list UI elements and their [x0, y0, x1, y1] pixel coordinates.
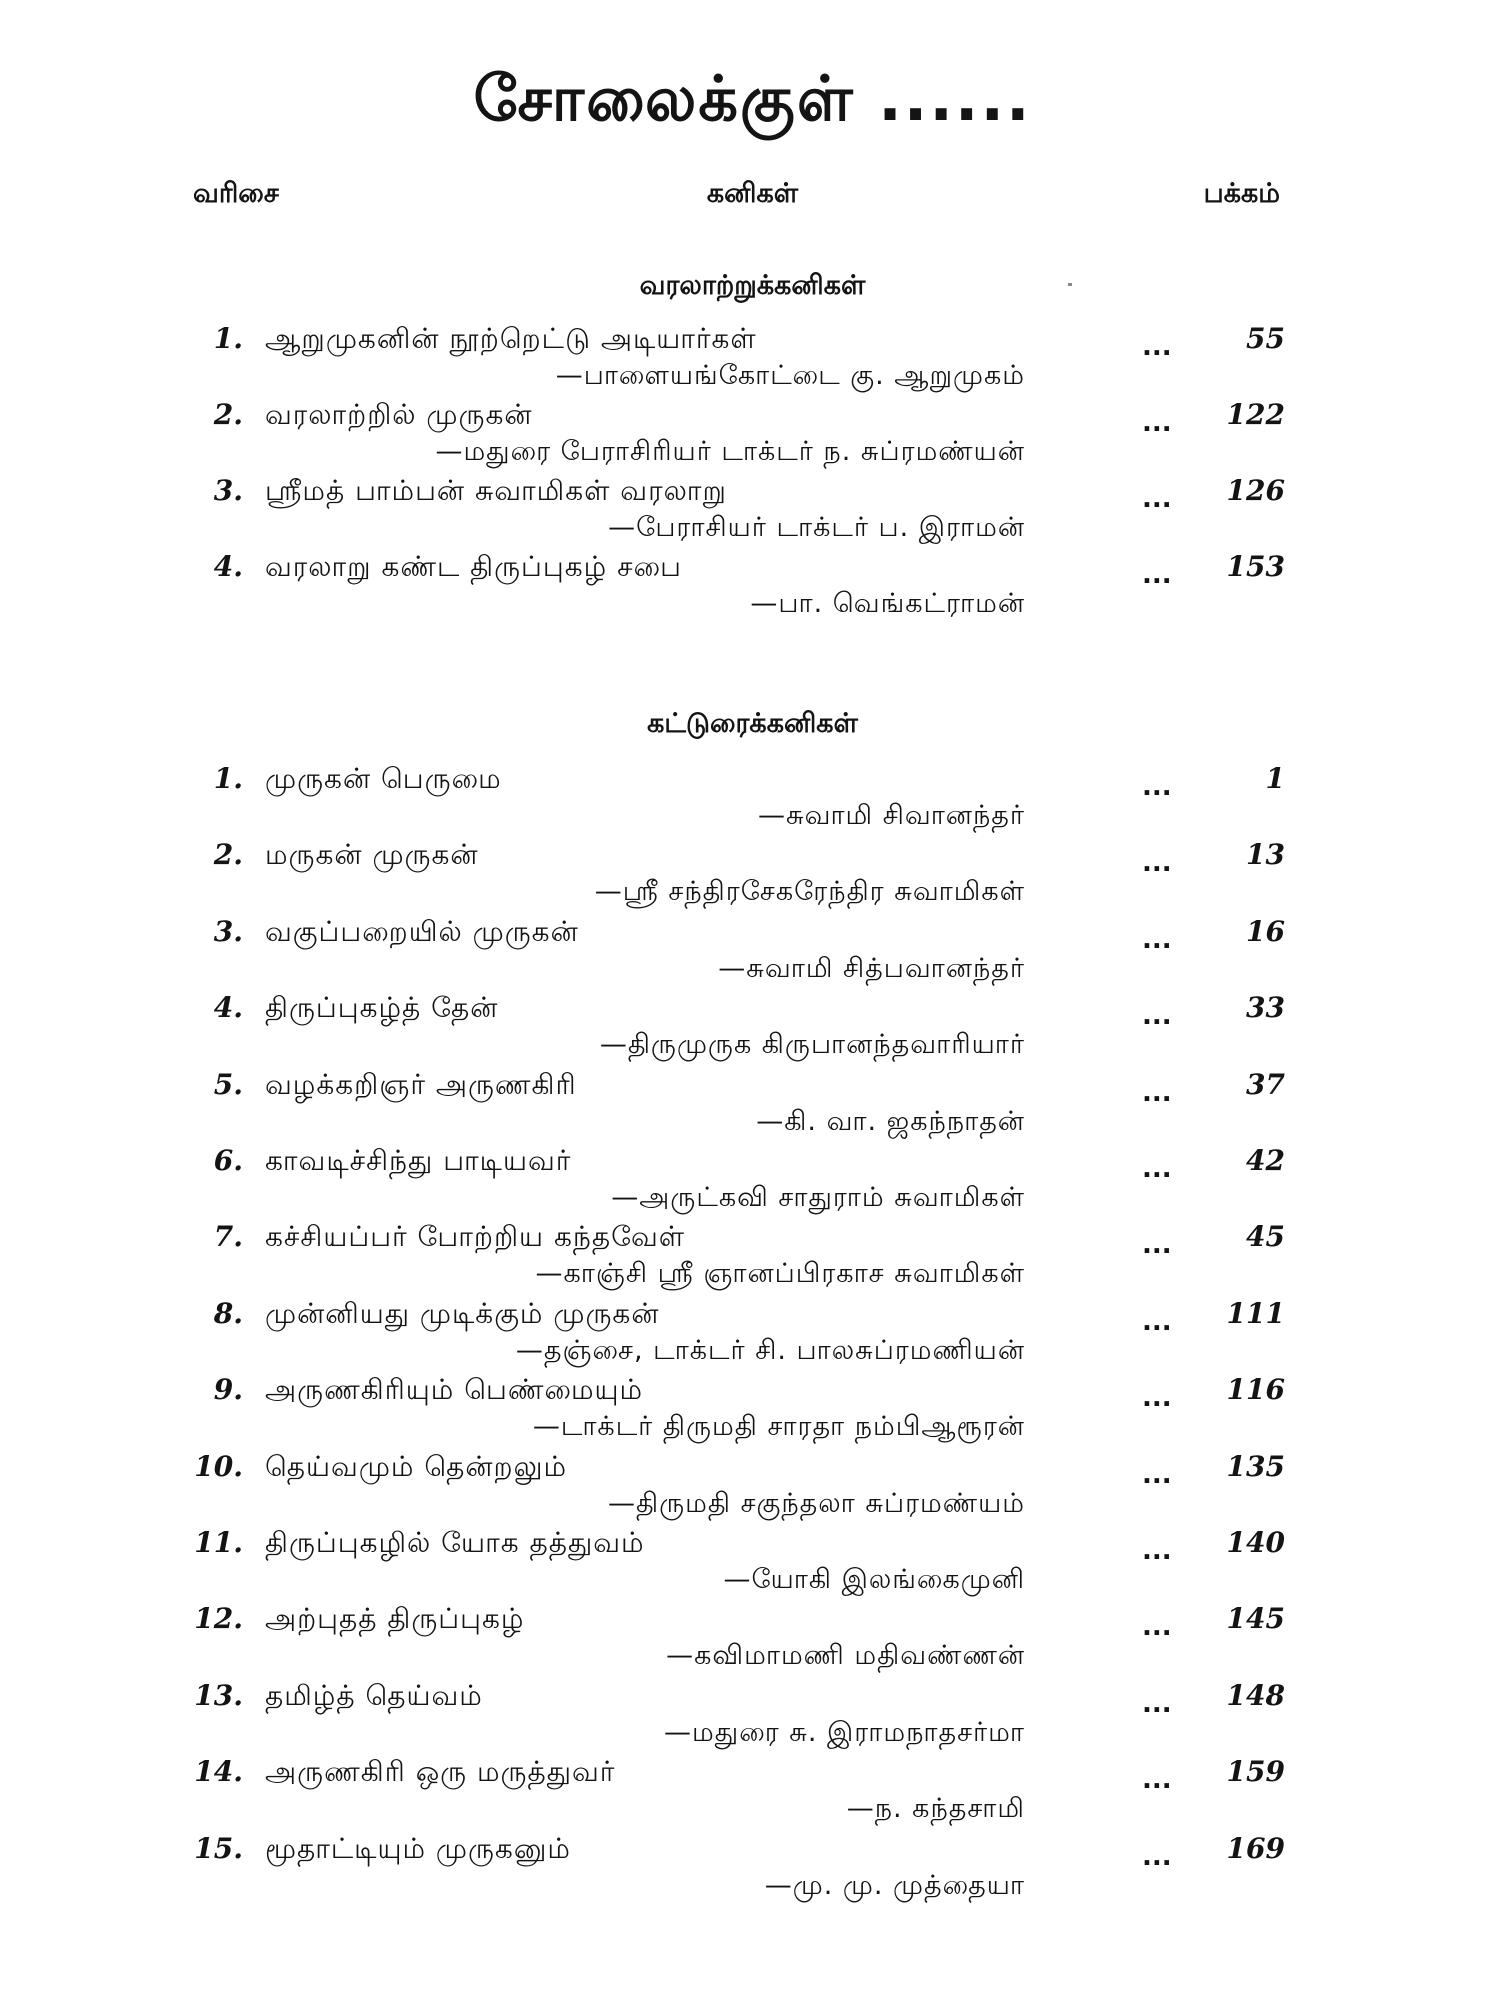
entry-author: —பா. வெங்கட்ராமன் [750, 588, 1025, 619]
entry-leader-dots: ... [1142, 1001, 1172, 1032]
entry-leader-dots: ... [1142, 560, 1172, 590]
entry-leader-dots: ... [1142, 1230, 1172, 1261]
items-column-header: கனிகள் [706, 178, 799, 209]
contents-entry [0, 1297, 1505, 1373]
entry-title: கச்சியப்பர் போற்றிய கந்தவேள் [265, 1220, 686, 1254]
entry-author: —பேராசியர் டாக்டர் ப. இராமன் [608, 512, 1025, 543]
page-column-header: பக்கம் [1203, 178, 1280, 209]
entry-number: 8. [213, 1296, 243, 1330]
entry-author: —கி. வா. ஜகந்நாதன் [756, 1105, 1025, 1137]
entry-author: —சுவாமி சித்பவானந்தர் [718, 952, 1025, 984]
contents-entry [0, 1450, 1505, 1526]
contents-entry [0, 474, 1505, 550]
entry-title: மருகன் முருகன் [265, 838, 479, 872]
entry-page-number: 169 [1226, 1831, 1285, 1865]
entry-title: வழக்கறிஞர் அருணகிரி [265, 1067, 577, 1101]
entry-leader-dots: ... [1142, 1841, 1172, 1872]
serial-column-header: வரிசை [193, 178, 279, 209]
entry-title: வரலாறு கண்ட திருப்புகழ் சபை [265, 550, 682, 583]
entry-page-number: 45 [1246, 1220, 1285, 1254]
entry-page-number: 148 [1226, 1678, 1285, 1712]
entry-leader-dots: ... [1142, 332, 1172, 362]
entry-author: —சுவாமி சிவானந்தர் [757, 800, 1025, 831]
entry-author: —மதுரை சு. இராமநாதசர்மா [664, 1716, 1025, 1748]
entry-title: வரலாற்றில் முருகன் [265, 398, 533, 431]
entry-title: வகுப்பறையில் முருகன் [265, 914, 579, 948]
entry-title: முருகன் பெருமை [265, 762, 502, 795]
entry-title: ஆறுமுகனின் நூற்றெட்டு அடியார்கள் [265, 322, 757, 355]
entry-number: 1. [213, 762, 243, 795]
entry-page-number: 135 [1226, 1449, 1285, 1483]
entry-page-number: 153 [1226, 550, 1285, 583]
contents-entry [0, 1526, 1505, 1602]
entry-page-number: 42 [1246, 1144, 1285, 1177]
entry-page-number: 111 [1226, 1296, 1285, 1330]
contents-entry [0, 1832, 1505, 1908]
entry-leader-dots: ... [1142, 772, 1172, 802]
entry-leader-dots: ... [1142, 1536, 1172, 1566]
entry-leader-dots: ... [1142, 484, 1172, 514]
entry-number: 3. [213, 914, 243, 948]
entry-page-number: 126 [1226, 474, 1285, 507]
contents-entry [0, 550, 1505, 626]
entry-author: —திருமதி சகுந்தலா சுப்ரமண்யம் [608, 1487, 1025, 1519]
entry-number: 10. [194, 1449, 243, 1483]
entry-number: 5. [213, 1067, 243, 1101]
contents-entry [0, 1755, 1505, 1831]
entry-author: —மு. மு. முத்தையா [764, 1869, 1025, 1901]
entry-author: —கவிமாமணி மதிவண்ணன் [666, 1640, 1025, 1672]
entry-page-number: 159 [1226, 1755, 1285, 1789]
entry-title: திருப்புகழில் யோக தத்துவம் [265, 1526, 645, 1559]
contents-entry [0, 1602, 1505, 1678]
contents-entry [0, 991, 1505, 1067]
contents-entry [0, 1220, 1505, 1296]
entry-number: 11. [194, 1526, 243, 1559]
entry-number: 2. [213, 398, 243, 431]
entry-title: தமிழ்த் தெய்வம் [265, 1678, 483, 1712]
section-title: வரலாற்றுக்கனிகள் [639, 270, 866, 301]
entry-page-number: 140 [1226, 1526, 1285, 1559]
entry-leader-dots: ... [1142, 1306, 1172, 1337]
entry-number: 4. [213, 991, 243, 1025]
entry-page-number: 33 [1246, 991, 1285, 1025]
entry-author: —மதுரை பேராசிரியர் டாக்டர் ந. சுப்ரமண்யன் [435, 436, 1025, 467]
entry-leader-dots: ... [1142, 408, 1172, 438]
entry-page-number: 13 [1246, 838, 1285, 872]
entry-number: 6. [213, 1144, 243, 1177]
contents-entry [0, 915, 1505, 991]
entry-number: 2. [213, 838, 243, 872]
entry-title: திருப்புகழ்த் தேன் [265, 991, 499, 1025]
entry-title: அருணகிரியும் பெண்மையும் [265, 1373, 644, 1407]
entry-author: —தஞ்சை, டாக்டர் சி. பாலசுப்ரமணியன் [515, 1334, 1025, 1366]
entry-author: —அருட்கவி சாதுராம் சுவாமிகள் [611, 1182, 1025, 1213]
entry-author: —திருமுருக கிருபானந்தவாரியார் [599, 1029, 1025, 1061]
contents-entry [0, 398, 1505, 474]
contents-entry [0, 762, 1505, 838]
entry-author: —டாக்டர் திருமதி சாரதா நம்பிஆரூரன் [532, 1411, 1025, 1443]
entry-leader-dots: ... [1142, 848, 1172, 879]
page-title: சோலைக்குள் ...... [473, 62, 1032, 135]
entry-number: 14. [194, 1755, 243, 1789]
entry-number: 7. [213, 1220, 243, 1254]
entry-number: 15. [194, 1831, 243, 1865]
entry-title: தெய்வமும் தென்றலும் [265, 1449, 567, 1483]
section-title: கட்டுரைக்கனிகள் [647, 708, 858, 739]
entry-title: முன்னியது முடிக்கும் முருகன் [265, 1296, 660, 1330]
entry-number: 3. [213, 474, 243, 507]
contents-entry [0, 838, 1505, 914]
entry-author: —பாளையங்கோட்டை கு. ஆறுமுகம் [555, 360, 1025, 391]
entry-number: 13. [194, 1678, 243, 1712]
entry-author: —யோகி இலங்கைமுனி [723, 1564, 1025, 1595]
contents-entry [0, 1144, 1505, 1220]
entry-leader-dots: ... [1142, 1383, 1172, 1414]
entry-leader-dots: ... [1142, 924, 1172, 955]
entry-title: காவடிச்சிந்து பாடியவர் [265, 1144, 572, 1177]
entry-page-number: 55 [1246, 322, 1285, 355]
entry-title: மூதாட்டியும் முருகனும் [265, 1831, 571, 1865]
entry-number: 1. [213, 322, 243, 355]
entry-number: 4. [213, 550, 243, 583]
entry-author: —ந. கந்தசாமி [846, 1793, 1025, 1825]
entry-author: —காஞ்சி ஸ்ரீ ஞானப்பிரகாச சுவாமிகள் [535, 1258, 1025, 1290]
contents-entry [0, 1373, 1505, 1449]
entry-page-number: 145 [1226, 1602, 1285, 1636]
entry-page-number: 122 [1226, 398, 1285, 431]
entry-author: —ஸ்ரீ சந்திரசேகரேந்திர சுவாமிகள் [594, 876, 1025, 908]
entry-leader-dots: ... [1142, 1765, 1172, 1796]
entry-title: அருணகிரி ஒரு மருத்துவர் [265, 1755, 616, 1789]
entry-number: 9. [213, 1373, 243, 1407]
contents-entry [0, 1679, 1505, 1755]
entry-page-number: 116 [1226, 1373, 1285, 1407]
entry-title: அற்புதத் திருப்புகழ் [265, 1602, 525, 1636]
contents-entry [0, 1068, 1505, 1144]
entry-page-number: 1 [1265, 762, 1285, 795]
entry-leader-dots: ... [1142, 1154, 1172, 1184]
entry-leader-dots: ... [1142, 1459, 1172, 1490]
contents-entry [0, 322, 1505, 398]
entry-leader-dots: ... [1142, 1612, 1172, 1643]
entry-page-number: 37 [1246, 1067, 1285, 1101]
entry-title: ஸ்ரீமத் பாம்பன் சுவாமிகள் வரலாறு [265, 474, 727, 507]
entry-leader-dots: ... [1142, 1077, 1172, 1108]
entry-leader-dots: ... [1142, 1688, 1172, 1719]
entry-page-number: 16 [1246, 914, 1285, 948]
entry-number: 12. [194, 1602, 243, 1636]
